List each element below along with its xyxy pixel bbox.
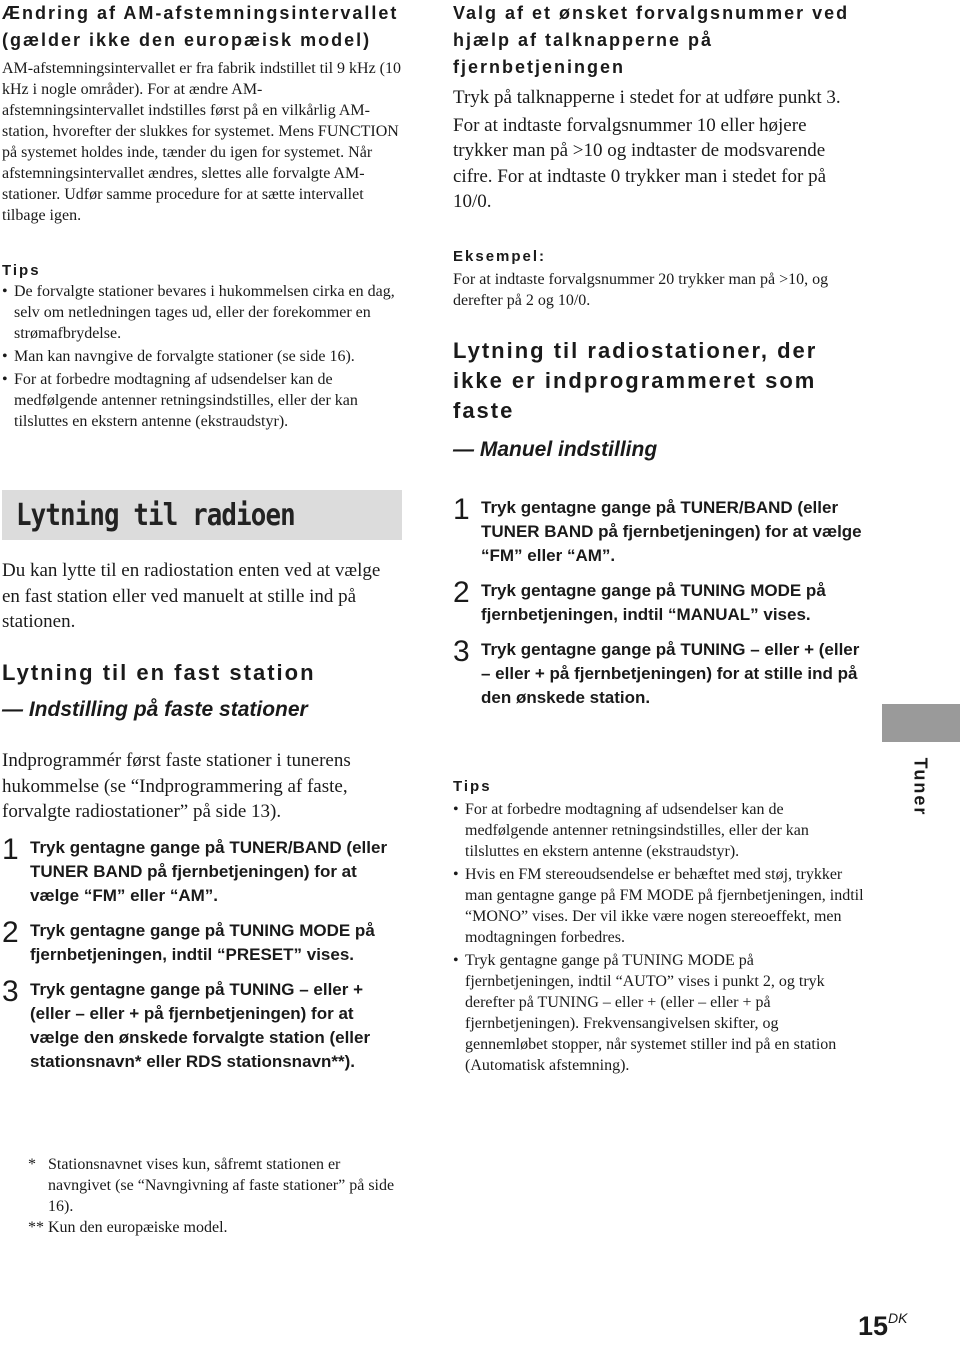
section-banner bbox=[2, 490, 402, 540]
example-title: Eksempel: bbox=[453, 248, 547, 265]
tips-list-right bbox=[453, 799, 865, 1076]
am-interval-heading: Ændring af AM-afstemningsintervallet (gælder ikke den europæisk model) bbox=[2, 3, 399, 50]
section-tab-label bbox=[906, 752, 934, 822]
step-text: Tryk gentagne gange på TUNING – eller + (eller – eller + på fjernbetjeningen) for at vælge den ønskede forvalgte station (eller stationsnavn* eller RDS stationsnavn**). bbox=[30, 980, 371, 1071]
tip-item: • Hvis en FM stereoudsendelse er behæftet med støj, trykker man gentagne gange på FM MODE på fjernbetjeningen, indtil “MONO” vises. Der vil ikke være nogen stereoeffekt, men modtagningen forbedres. bbox=[453, 864, 865, 948]
step-text: Tryk gentagne gange på TUNER/BAND (eller TUNER BAND på fjernbetjeningen) for at vælge “FM” eller “AM”. bbox=[481, 498, 862, 565]
step-item bbox=[2, 916, 404, 967]
tip-item: • For at forbedre modtagning af udsendelser kan de medfølgende antenner retningsindstilles, eller der kan tilsluttes en ekstern antenne (ekstraudstyr). bbox=[453, 799, 865, 862]
select-preset-heading: Valg af et ønsket forvalgsnummer ved hjælp af talknapperne på fjernbetjeningen bbox=[453, 3, 850, 77]
page-number-value: 15 bbox=[858, 1311, 889, 1341]
preset-subtitle: — Indstilling på faste stationer bbox=[2, 698, 308, 721]
step-number: 2 bbox=[453, 576, 470, 609]
tip-item: • Tryk gentagne gange på TUNING MODE på fjernbetjeningen, indtil “AUTO” vises i punkt 2, og tryk derefter på TUNING – eller + (eller – eller + på fjernbetjeningen). Frekvensangivelsen skifter, og gennemløbet stopper, når systemet stiller ind på en station (Automatisk afstemning). bbox=[453, 950, 865, 1076]
step-number: 1 bbox=[2, 833, 19, 866]
tip-item: • For at forbedre modtagning af udsendelser kan de medfølgende antenner retningsindstilles, eller der kan tilsluttes en ekstern antenne (ekstraudstyr). bbox=[2, 369, 402, 432]
step-number: 3 bbox=[2, 975, 19, 1008]
section-intro: Du kan lytte til en radiostation enten ved at vælge en fast station eller ved manuelt at stille ind på stationen. bbox=[2, 560, 381, 632]
footnote-mark: * bbox=[28, 1156, 36, 1173]
step-number: 3 bbox=[453, 635, 470, 668]
step-number: 1 bbox=[453, 493, 470, 526]
example-body: For at indtaste forvalgsnummer 20 trykker man på >10, og derefter på 2 og 10/0. bbox=[453, 271, 829, 309]
tip-item: • De forvalgte stationer bevares i hukommelsen cirka en dag, selv om netledningen tages ud, eller der forekommer en strømafbrydelse. bbox=[2, 281, 402, 344]
page-number bbox=[858, 1310, 908, 1342]
step-text: Tryk gentagne gange på TUNING MODE på fjernbetjeningen, indtil “PRESET” vises. bbox=[30, 921, 375, 964]
footnote-text: Kun den europæiske model. bbox=[48, 1219, 228, 1236]
step-item bbox=[453, 576, 865, 627]
step-item bbox=[2, 975, 404, 1074]
section-tab-marker bbox=[882, 704, 960, 742]
footnote-mark: ** bbox=[28, 1219, 44, 1236]
manual-subtitle: — Manuel indstilling bbox=[453, 438, 658, 461]
preset-intro: Indprogrammér først faste stationer i tunerens hukommelse (se “Indprogrammering af faste, forvalgte radiostationer” på side 13). bbox=[2, 750, 351, 822]
tips-title-left: Tips bbox=[2, 262, 41, 279]
section-tab-text: Tuner bbox=[910, 757, 931, 817]
footnote bbox=[28, 1154, 400, 1217]
preset-steps bbox=[2, 833, 404, 1074]
manual-heading: Lytning til radiostationer, der ikke er indprogrammeret som faste bbox=[453, 338, 818, 423]
footnote-text: Stationsnavnet vises kun, såfremt stationen er navngivet (se “Navngivning af faste stationer” på side 16). bbox=[48, 1156, 395, 1215]
am-interval-body: AM-afstemningsintervallet er fra fabrik indstillet til 9 kHz (10 kHz i nogle områder). For at ændre AM-afstemningsintervallet indstilles først på en vilkårlig AM-station, hvorefter der slukkes for systemet. Mens FUNCTION på systemet holdes inde, tænder du igen for systemet. Når afstemningsintervallet ændres, slettes alle forvalgte AM-stationer. Udfør samme procedure for at sætte intervallet tilbage igen. bbox=[2, 60, 401, 224]
section-title: Lytning til radioen bbox=[16, 497, 295, 533]
preset-heading: Lytning til en fast station bbox=[2, 660, 316, 685]
select-body-1: Tryk på talknapperne i stedet for at udføre punkt 3. bbox=[453, 87, 841, 108]
tips-title-right: Tips bbox=[453, 778, 492, 795]
tip-item: • Man kan navngive de forvalgte stationer (se side 16). bbox=[2, 346, 402, 367]
step-text: Tryk gentagne gange på TUNING – eller + (eller – eller + på fjernbetjeningen) for at stille ind på den ønskede station. bbox=[481, 640, 860, 707]
footnote bbox=[28, 1217, 400, 1238]
select-body-2: For at indtaste forvalgsnummer 10 eller højere trykker man på >10 og indtaster de modsvarende cifre. For at indtaste 0 trykker man i stedet for på 10/0. bbox=[453, 114, 827, 212]
step-item bbox=[2, 833, 404, 908]
step-number: 2 bbox=[2, 916, 19, 949]
manual-steps bbox=[453, 493, 865, 710]
step-item bbox=[453, 635, 865, 710]
tips-list-left bbox=[2, 281, 402, 432]
step-text: Tryk gentagne gange på TUNER/BAND (eller TUNER BAND på fjernbetjeningen) for at vælge “FM” eller “AM”. bbox=[30, 838, 388, 905]
step-text: Tryk gentagne gange på TUNING MODE på fjernbetjeningen, indtil “MANUAL” vises. bbox=[481, 581, 826, 624]
page-number-suffix: DK bbox=[888, 1310, 908, 1326]
step-item bbox=[453, 493, 865, 568]
